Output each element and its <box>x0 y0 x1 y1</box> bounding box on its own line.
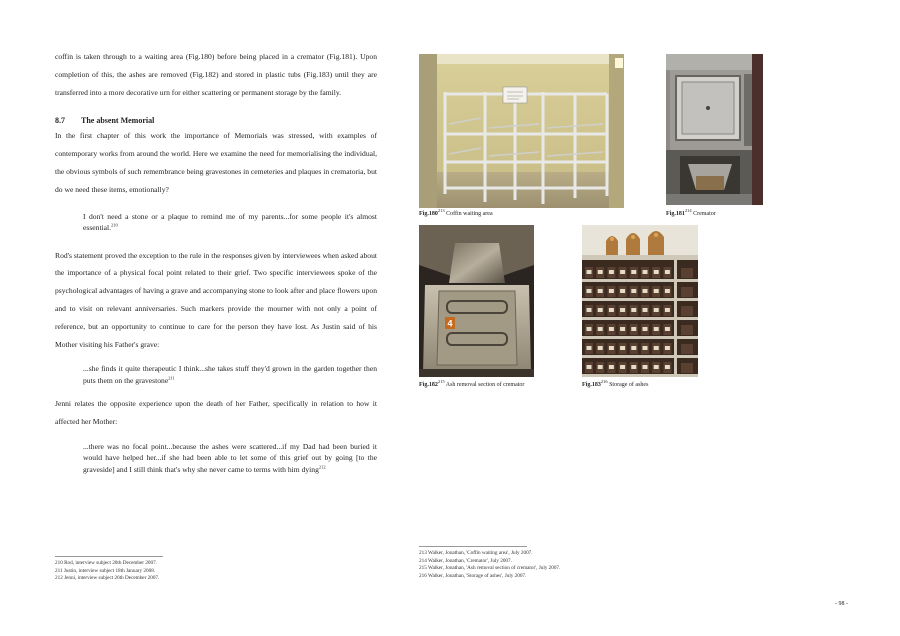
footnote: 215 Walker, Jonathan, 'Ash removal section of cremator', July 2007. <box>419 565 561 572</box>
footnote-ref: 210 <box>111 222 118 228</box>
storage-of-ashes-image <box>582 225 698 377</box>
caption-fig180: Fig.180$^{213}$ Coffin waiting area <box>419 208 493 217</box>
footnotes-left <box>55 560 305 583</box>
footnote-rule <box>419 546 527 547</box>
footnote-ref: 212 <box>318 464 326 470</box>
footnotes-right <box>419 550 719 580</box>
footnote: 211 Justin, interview subject 18th January 2008. <box>55 567 156 574</box>
left-column <box>55 48 377 475</box>
page-number: - 98 - <box>835 601 848 607</box>
footnote: 210 Rod, interview subject 20th December 2007. <box>55 560 157 566</box>
footnote: 214 Walker, Jonathan, 'Cremator', July 2007. <box>419 557 512 564</box>
paragraph-4: Jenni relates the opposite experience upon the death of her Father, specifically in relation to how it affected her Mother: <box>55 399 377 427</box>
figure-storage-of-ashes <box>582 225 698 377</box>
footnote-ref: 211 <box>168 375 175 381</box>
figure-ash-removal <box>419 225 534 377</box>
footnote-rule <box>55 556 163 557</box>
plate-number: 4 <box>447 318 453 329</box>
quote-2: ...she finds it quite therapeutic I think...she takes stuff they'd grown in the garden together then puts them on the gravestone$^{211}$ <box>83 364 377 385</box>
footnote: 216 Walker, Jonathan, 'Storage of ashes', July 2007. <box>419 572 527 579</box>
ash-removal-image <box>419 225 534 377</box>
paragraph-1: coffin is taken through to a waiting area (Fig.180) before being placed in a cremator (Fig.181). Upon completion of this, the ashes are removed (Fig.182) and stored in plastic tubs (Fig.183) until they are transferred into a more decorative urn for either scattering or permanent storage by the family. <box>55 52 377 97</box>
footnote: 213 Walker, Jonathan, 'Coffin waiting area', July 2007. <box>419 550 533 556</box>
caption-fig183: Fig.183$^{216}$ Storage of ashes <box>582 379 649 388</box>
section-heading <box>55 115 377 127</box>
paragraph-2: In the first chapter of this work the importance of Memorials was stressed, with examples of contemporary works from around the world. Here we examine the need for memorialising the individual, the obvious symbols of such remembrance being gravestones in cemeteries and plaques in crematoria, but do we need these items, emotionally? <box>55 131 378 194</box>
footnote: 212 Jenni, interview subject 26th December 2007. <box>55 575 160 582</box>
section-number: 8.7 <box>55 116 65 126</box>
cremator-image <box>666 54 763 205</box>
caption-fig181: Fig.181$^{214}$ Cremator <box>666 208 716 217</box>
paragraph-3: Rod's statement proved the exception to the rule in the responses given by interviewees when asked about the importance of a physical focal point related to their grief. Two specific interviewees spoke of the psychological advantages of having a grave and accompanying stone to look after and place flowers upon and to visit on relevant anniversaries. Such markers provide the mourner with not only a point of reference, but an opportunity to continue to care for the person they have lost. As Justin said of his Mother visiting his Father's grave: <box>55 250 377 349</box>
quote-1: I don't need a stone or a plaque to remind me of my parents...for some people it's almost essential.$^{210}$ <box>83 211 377 233</box>
caption-fig182: Fig.182$^{215}$ Ash removal section of cremator <box>419 379 525 388</box>
section-title: The absent Memorial <box>81 116 155 126</box>
coffin-waiting-area-image <box>419 54 624 208</box>
figure-cremator <box>666 54 763 205</box>
figure-coffin-waiting-area <box>419 54 624 208</box>
quote-3: ...there was no focal point...because the ashes were scattered...if my Dad had been buried it would have helped her...if she had been able to let some of this grief out by going [to the graveside] and I still think that's why she never came to terms with him dying$^{212}$ <box>83 441 377 474</box>
